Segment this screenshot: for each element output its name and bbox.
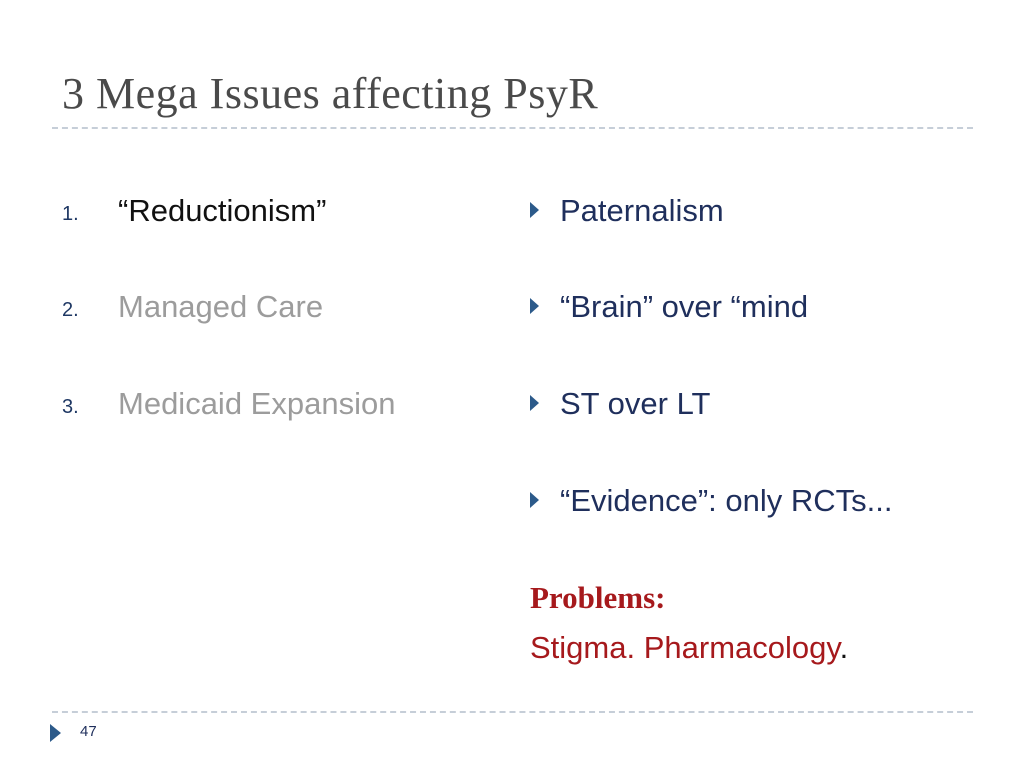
bullet-text: ST over LT — [560, 386, 711, 421]
problems-heading: Problems: — [530, 580, 666, 615]
list-item-number: 1. — [62, 203, 79, 225]
problems-body-text: Stigma. Pharmacology — [530, 630, 840, 665]
triangle-bullet-icon — [530, 202, 539, 218]
list-item-text: Managed Care — [118, 289, 324, 324]
list-item-number: 2. — [62, 299, 79, 321]
triangle-bullet-icon — [530, 492, 539, 508]
page-number: 47 — [80, 723, 97, 740]
list-item-number: 3. — [62, 396, 79, 418]
problems-trailing-period: . — [839, 630, 849, 665]
bullet-text: “Evidence”: only RCTs... — [560, 483, 893, 518]
footer-triangle-icon — [50, 724, 61, 742]
triangle-bullet-icon — [530, 298, 539, 314]
slide-title: 3 Mega Issues affecting PsyR — [62, 69, 599, 118]
bullet-text: Paternalism — [560, 193, 724, 228]
triangle-bullet-icon — [530, 395, 539, 411]
list-item-text: “Reductionism” — [118, 193, 327, 228]
bullet-text: “Brain” over “mind — [560, 289, 809, 324]
list-item-text: Medicaid Expansion — [118, 386, 396, 421]
title-divider — [52, 127, 973, 129]
footer-divider — [52, 711, 973, 713]
problems-text — [530, 630, 848, 666]
